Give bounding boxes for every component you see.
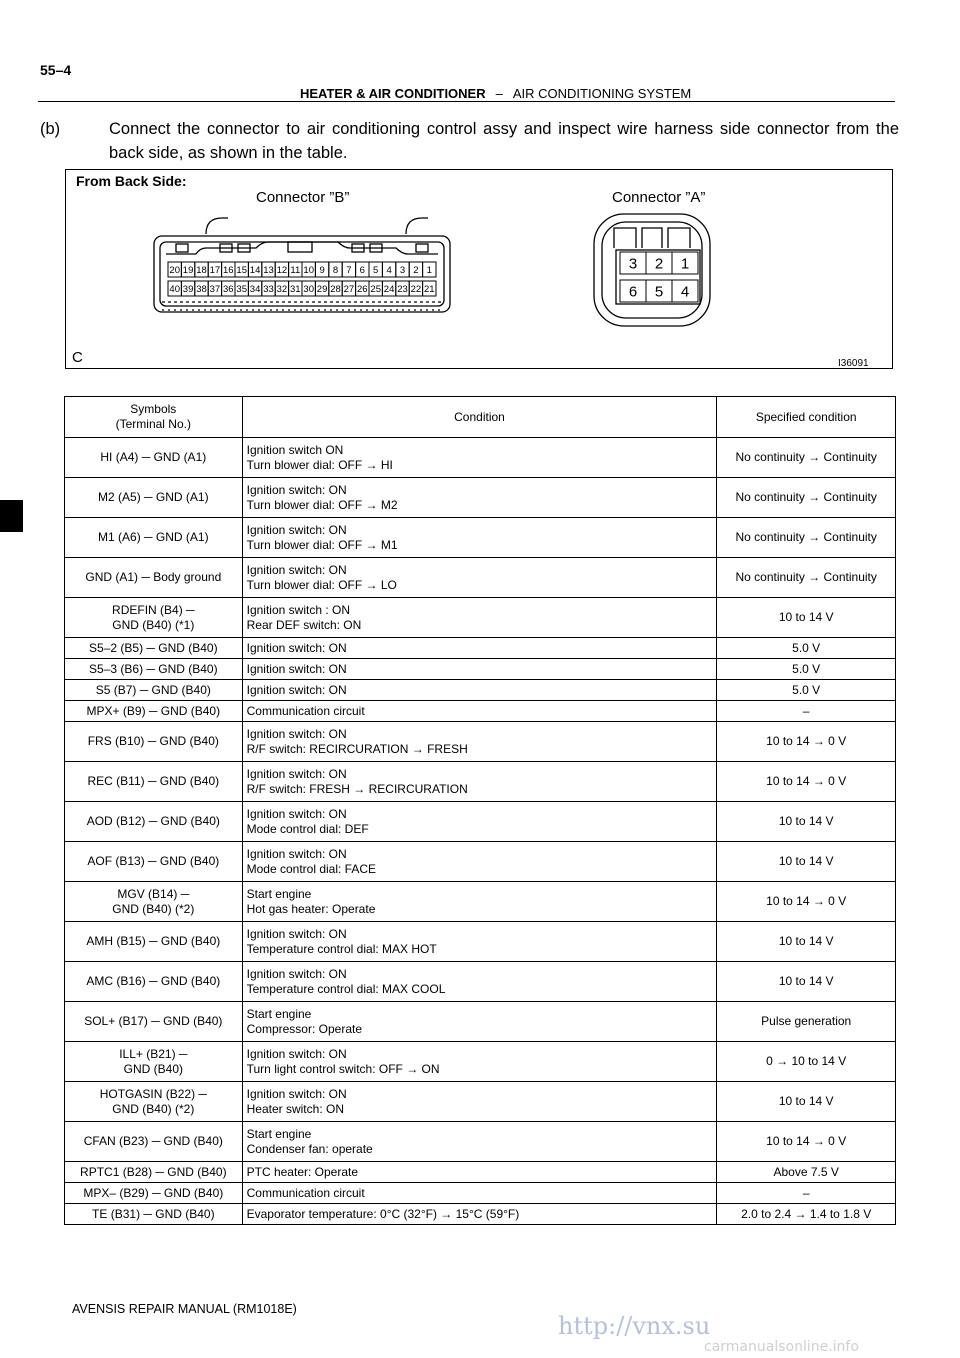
cell-specified: 10 to 14 V <box>717 802 896 842</box>
terminal-number: 40 <box>169 283 180 295</box>
symbols-line: S5 (B7) ─ GND (B40) <box>95 682 211 697</box>
condition-line: Temperature control dial: MAX HOT <box>246 941 437 956</box>
cell-condition <box>242 882 717 922</box>
cell-condition <box>242 1162 717 1183</box>
header-separator: – <box>495 86 503 101</box>
terminal-number: 21 <box>424 283 435 295</box>
condition-line: Temperature control dial: MAX COOL <box>246 981 446 996</box>
cell-condition <box>242 1002 717 1042</box>
terminal-number: 37 <box>209 283 221 295</box>
table-body <box>65 438 896 1225</box>
symbols-line: GND (B40) (*2) <box>112 901 195 916</box>
cell-condition <box>242 1042 717 1082</box>
table-row <box>65 882 896 922</box>
terminal-number: 35 <box>236 283 247 295</box>
condition-line: Start engine <box>246 1006 312 1021</box>
table-row <box>65 1122 896 1162</box>
condition-line: Ignition switch: ON <box>246 726 347 741</box>
terminal-number: 3 <box>628 255 638 273</box>
table-row <box>65 802 896 842</box>
terminal-number: 10 <box>303 264 314 276</box>
cell-specified: No continuity → Continuity <box>717 438 896 478</box>
condition-line: Evaporator temperature: 0°C (32°F) → 15°C (59°F) <box>246 1206 520 1221</box>
header-symbols-line2: (Terminal No.) <box>115 417 191 431</box>
cell-specified: 10 to 14 V <box>717 1082 896 1122</box>
cell-condition <box>242 659 717 680</box>
cell-specified: 10 to 14 V <box>717 922 896 962</box>
cell-symbols <box>65 1162 243 1183</box>
header-rule <box>38 101 895 102</box>
connector-figure <box>65 169 893 369</box>
table-row <box>65 1204 896 1225</box>
condition-line: Start engine <box>246 886 312 901</box>
condition-line: Mode control dial: DEF <box>246 821 369 836</box>
table-row <box>65 1042 896 1082</box>
cell-specified: Above 7.5 V <box>717 1162 896 1183</box>
watermark-site: carmanualsonline.info <box>704 1339 859 1355</box>
cell-symbols <box>65 802 243 842</box>
terminal-number: 17 <box>209 264 221 276</box>
terminal-number: 31 <box>290 283 301 295</box>
table-row <box>65 962 896 1002</box>
symbols-line: GND (B40) (*2) <box>112 1101 195 1116</box>
condition-line: Turn blower dial: OFF → M2 <box>246 497 398 512</box>
terminal-number: 34 <box>249 283 261 295</box>
cell-specified: No continuity → Continuity <box>717 478 896 518</box>
cell-condition <box>242 922 717 962</box>
condition-line: Start engine <box>246 1126 312 1141</box>
cell-condition <box>242 1204 717 1225</box>
table-row <box>65 701 896 722</box>
condition-line: Ignition switch: ON <box>246 661 347 676</box>
terminal-number: 15 <box>236 264 247 276</box>
cell-condition <box>242 518 717 558</box>
table-row <box>65 438 896 478</box>
terminal-number: 32 <box>276 283 288 295</box>
cell-specified: No continuity → Continuity <box>717 518 896 558</box>
cell-symbols <box>65 701 243 722</box>
cell-symbols <box>65 659 243 680</box>
condition-line: Ignition switch: ON <box>246 766 347 781</box>
symbols-line: AOF (B13) ─ GND (B40) <box>87 854 220 868</box>
cell-condition <box>242 598 717 638</box>
cell-specified: Pulse generation <box>717 1002 896 1042</box>
table-row <box>65 558 896 598</box>
terminal-number: 6 <box>359 264 365 276</box>
cell-specified: 5.0 V <box>717 659 896 680</box>
condition-line: R/F switch: RECIRCURATION → FRESH <box>246 741 468 756</box>
terminal-number: 36 <box>223 283 234 295</box>
connector-b-label: Connector ”B” <box>256 189 350 206</box>
connector-a-top-row <box>620 252 698 274</box>
terminal-number: 18 <box>196 264 207 276</box>
page-number: 55–4 <box>40 62 72 78</box>
terminal-number: 19 <box>182 264 194 276</box>
connector-b <box>154 218 450 312</box>
symbols-line: MPX+ (B9) ─ GND (B40) <box>86 703 221 718</box>
cell-specified: No continuity → Continuity <box>717 558 896 598</box>
condition-line: Ignition switch: ON <box>246 966 347 981</box>
table-row <box>65 1082 896 1122</box>
condition-line: Mode control dial: FACE <box>246 861 377 876</box>
terminal-number: 26 <box>357 283 368 295</box>
terminal-number: 2 <box>654 255 664 273</box>
cell-specified: 5.0 V <box>717 680 896 701</box>
symbols-line: FRS (B10) ─ GND (B40) <box>87 734 219 748</box>
symbols-line: M1 (A6) ─ GND (A1) <box>98 530 209 544</box>
cell-symbols <box>65 882 243 922</box>
subsection-title: AIR CONDITIONING SYSTEM <box>512 86 692 101</box>
cell-specified: – <box>717 701 896 722</box>
step-label: (b) <box>40 120 61 138</box>
table-header-row <box>65 397 896 438</box>
cell-symbols <box>65 1204 243 1225</box>
table-row <box>65 722 896 762</box>
condition-line: Turn blower dial: OFF → M1 <box>246 537 398 552</box>
table-row <box>65 762 896 802</box>
terminal-number: 25 <box>370 283 381 295</box>
figure-caption: From Back Side: <box>76 173 187 189</box>
condition-line: Communication circuit <box>246 1185 365 1200</box>
cell-symbols <box>65 518 243 558</box>
condition-line: Communication circuit <box>246 703 365 718</box>
terminal-number: 5 <box>373 264 379 276</box>
cell-symbols <box>65 638 243 659</box>
terminal-number: 28 <box>330 283 341 295</box>
condition-line: Ignition switch : ON <box>246 602 350 617</box>
connector-a-bottom-row <box>620 280 698 302</box>
symbols-line: TE (B31) ─ GND (B40) <box>92 1206 215 1221</box>
cell-condition <box>242 438 717 478</box>
condition-line: Ignition switch: ON <box>246 522 347 537</box>
cell-condition <box>242 638 717 659</box>
terminal-number: 5 <box>654 283 664 301</box>
cell-condition <box>242 1082 717 1122</box>
condition-line: Heater switch: ON <box>246 1101 344 1116</box>
cell-symbols <box>65 558 243 598</box>
symbols-line: GND (B40) <box>123 1061 183 1076</box>
terminal-number: 33 <box>263 283 274 295</box>
symbols-line: RDEFIN (B4) ─ <box>112 602 195 617</box>
cell-symbols <box>65 680 243 701</box>
condition-line: Ignition switch: ON <box>246 926 347 941</box>
symbols-line: GND (A1) ─ Body ground <box>85 570 222 584</box>
connector-b-bottom-row <box>168 281 436 296</box>
cell-specified: 5.0 V <box>717 638 896 659</box>
header-symbols-line1: Symbols <box>130 402 177 416</box>
section-tab-marker <box>0 500 23 532</box>
cell-condition <box>242 842 717 882</box>
table-row <box>65 1002 896 1042</box>
symbols-line: SOL+ (B17) ─ GND (B40) <box>84 1014 223 1028</box>
condition-line: PTC heater: Operate <box>246 1164 359 1179</box>
cell-symbols <box>65 1042 243 1082</box>
terminal-number: 13 <box>263 264 274 276</box>
cell-symbols <box>65 1122 243 1162</box>
terminal-number: 12 <box>276 264 288 276</box>
symbols-line: M2 (A5) ─ GND (A1) <box>98 490 209 504</box>
condition-line: Ignition switch: ON <box>246 1086 347 1101</box>
header-title <box>300 86 691 101</box>
table-row <box>65 842 896 882</box>
terminal-number: 24 <box>383 283 395 295</box>
cell-condition <box>242 962 717 1002</box>
terminal-number: 1 <box>680 255 690 273</box>
symbols-line: RPTC1 (B28) ─ GND (B40) <box>80 1164 227 1179</box>
condition-line: Ignition switch ON <box>246 442 344 457</box>
cell-symbols <box>65 598 243 638</box>
condition-line: Condenser fan: operate <box>246 1141 373 1156</box>
symbols-line: MPX– (B29) ─ GND (B40) <box>83 1185 224 1200</box>
terminal-number: 9 <box>319 264 325 276</box>
table-row <box>65 659 896 680</box>
terminal-number: 8 <box>332 264 339 276</box>
footer-manual: AVENSIS REPAIR MANUAL (RM1018E) <box>72 1302 297 1316</box>
header-condition: Condition <box>242 397 717 438</box>
symbols-line: HI (A4) ─ GND (A1) <box>100 450 207 464</box>
terminal-number: 3 <box>399 264 406 276</box>
connector-b-top-row <box>168 262 436 277</box>
terminal-number: 6 <box>628 283 638 301</box>
cell-condition <box>242 558 717 598</box>
symbols-line: REC (B11) ─ GND (B40) <box>87 774 220 788</box>
condition-line: Ignition switch: ON <box>246 806 347 821</box>
condition-line: Turn blower dial: OFF → LO <box>246 577 397 592</box>
terminal-number: 22 <box>410 283 422 295</box>
terminal-number: 16 <box>223 264 234 276</box>
cell-specified: 10 to 14 V <box>717 962 896 1002</box>
corner-mark: C <box>72 349 83 366</box>
condition-line: Ignition switch: ON <box>246 562 347 577</box>
cell-symbols <box>65 762 243 802</box>
terminal-number: 29 <box>316 283 328 295</box>
condition-line: Turn blower dial: OFF → HI <box>246 457 393 472</box>
cell-symbols <box>65 438 243 478</box>
connector-diagram <box>66 170 892 368</box>
cell-condition <box>242 722 717 762</box>
watermark-url: http://vnx.su <box>558 1312 711 1340</box>
connector-b-latch-row <box>166 242 438 254</box>
terminal-number: 27 <box>343 283 355 295</box>
cell-specified: 10 to 14 V <box>717 842 896 882</box>
cell-symbols <box>65 922 243 962</box>
symbols-line: GND (B40) (*1) <box>112 617 195 632</box>
table-row <box>65 638 896 659</box>
cell-symbols <box>65 722 243 762</box>
table-row <box>65 1162 896 1183</box>
terminal-number: 14 <box>249 264 261 276</box>
terminal-number: 23 <box>397 283 408 295</box>
cell-specified: 10 to 14 → 0 V <box>717 762 896 802</box>
cell-symbols <box>65 1082 243 1122</box>
cell-symbols <box>65 842 243 882</box>
symbols-line: S5–2 (B5) ─ GND (B40) <box>89 640 218 655</box>
condition-line: Compressor: Operate <box>246 1021 363 1036</box>
terminal-number: 38 <box>196 283 207 295</box>
condition-line: Ignition switch: ON <box>246 1046 347 1061</box>
section-title: HEATER & AIR CONDITIONER <box>300 86 486 101</box>
symbols-line: MGV (B14) ─ <box>117 886 190 901</box>
figure-id: I36091 <box>838 358 869 368</box>
symbols-line: AMC (B16) ─ GND (B40) <box>86 974 221 988</box>
cell-specified: 10 to 14 → 0 V <box>717 722 896 762</box>
table-row <box>65 518 896 558</box>
condition-line: Rear DEF switch: ON <box>246 617 362 632</box>
terminal-number: 20 <box>169 264 180 276</box>
terminal-number: 7 <box>346 264 352 276</box>
step-text: Connect the connector to air conditioning control assy and inspect wire harness side connector from the back side, as shown in the table. <box>109 120 899 162</box>
table-row <box>65 922 896 962</box>
table-row <box>65 680 896 701</box>
cell-specified: 2.0 to 2.4 → 1.4 to 1.8 V <box>717 1204 896 1225</box>
cell-condition <box>242 478 717 518</box>
header-symbols <box>65 397 243 438</box>
cell-condition <box>242 802 717 842</box>
symbols-line: S5–3 (B6) ─ GND (B40) <box>89 661 218 676</box>
cell-symbols <box>65 1183 243 1204</box>
condition-line: Ignition switch: ON <box>246 846 347 861</box>
condition-line: Turn light control switch: OFF → ON <box>246 1061 440 1076</box>
terminal-number: 4 <box>386 264 392 276</box>
symbols-line: AMH (B15) ─ GND (B40) <box>86 934 221 948</box>
condition-line: Ignition switch: ON <box>246 482 347 497</box>
symbols-line: HOTGASIN (B22) ─ <box>99 1086 207 1101</box>
symbols-line: ILL+ (B21) ─ <box>119 1046 188 1061</box>
connector-a <box>594 214 710 326</box>
table-row <box>65 598 896 638</box>
connector-a-label: Connector ”A” <box>612 189 706 206</box>
cell-condition <box>242 701 717 722</box>
cell-condition <box>242 680 717 701</box>
cell-symbols <box>65 962 243 1002</box>
terminal-number: 11 <box>290 264 301 276</box>
cell-specified: – <box>717 1183 896 1204</box>
terminal-number: 4 <box>680 283 690 301</box>
cell-specified: 10 to 14 → 0 V <box>717 1122 896 1162</box>
terminal-number: 1 <box>426 264 432 276</box>
cell-specified: 0 → 10 to 14 V <box>717 1042 896 1082</box>
cell-specified: 10 to 14 → 0 V <box>717 882 896 922</box>
condition-line: Ignition switch: ON <box>246 682 347 697</box>
cell-specified: 10 to 14 V <box>717 598 896 638</box>
table-row <box>65 1183 896 1204</box>
symbols-line: AOD (B12) ─ GND (B40) <box>86 814 220 828</box>
cell-symbols <box>65 1002 243 1042</box>
condition-line: R/F switch: FRESH → RECIRCURATION <box>246 781 468 796</box>
terminal-number: 39 <box>182 283 194 295</box>
terminal-number: 30 <box>303 283 314 295</box>
inspection-table <box>64 396 896 1225</box>
cell-symbols <box>65 478 243 518</box>
condition-line: Ignition switch: ON <box>246 640 347 655</box>
condition-line: Hot gas heater: Operate <box>246 901 376 916</box>
header-specified: Specified condition <box>717 397 896 438</box>
cell-condition <box>242 762 717 802</box>
cell-condition <box>242 1122 717 1162</box>
cell-condition <box>242 1183 717 1204</box>
terminal-number: 2 <box>413 264 419 276</box>
symbols-line: CFAN (B23) ─ GND (B40) <box>83 1134 223 1148</box>
table-row <box>65 478 896 518</box>
